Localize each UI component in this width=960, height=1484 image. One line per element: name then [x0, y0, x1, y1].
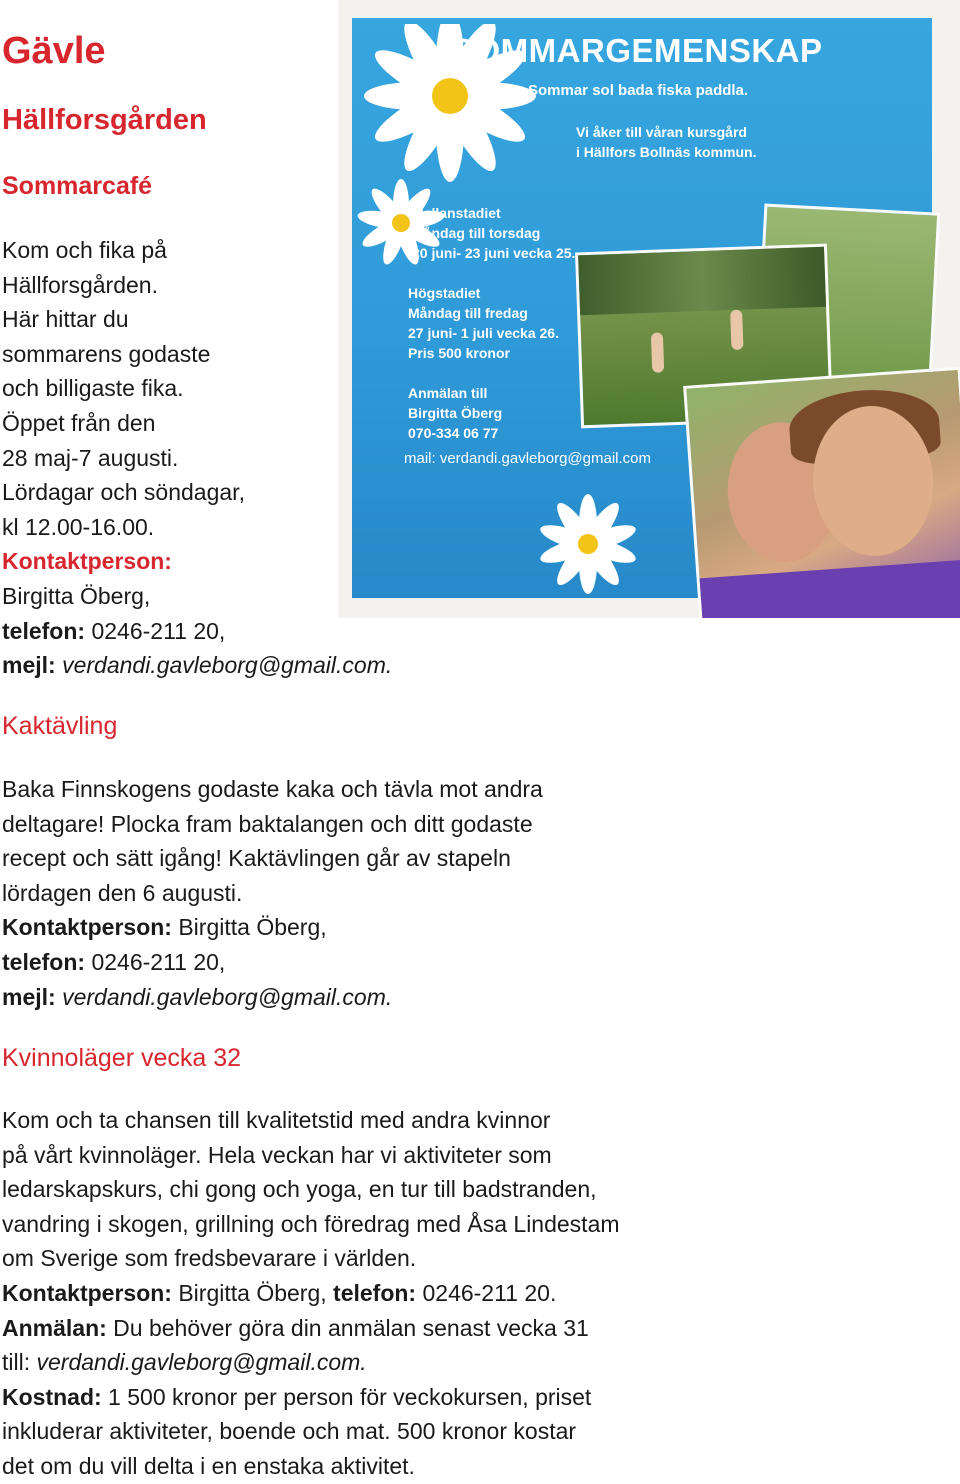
poster-line: 070-334 06 77	[408, 425, 499, 441]
poster-line: Måndag till torsdag	[412, 225, 541, 241]
poster-line: Pris 500 kronor	[408, 345, 510, 361]
phone-line	[2, 614, 472, 649]
text-line: det om du vill delta i en enstaka aktivitet.	[2, 1452, 415, 1479]
section-title-cake: Kaktävling	[2, 712, 118, 740]
city-heading: Gävle	[2, 30, 106, 72]
text-line: Lördagar och söndagar,	[2, 479, 245, 506]
cake-text	[2, 772, 642, 1014]
mail-link[interactable]: verdandi.gavleborg@gmail.com.	[55, 652, 393, 679]
cost-line	[2, 1380, 722, 1415]
phone-label: telefon:	[326, 1279, 417, 1306]
contact-name: Birgitta Öberg,	[171, 1279, 327, 1306]
poster-title: SOMMARGEMENSKAP	[452, 32, 823, 69]
text-line: Baka Finnskogens godaste kaka och tävla mot andra	[2, 776, 543, 802]
signup-mail-line	[2, 1345, 722, 1380]
poster-anmalan	[408, 383, 502, 443]
text-line: ledarskapskurs, chi gong och yoga, en tur till badstranden,	[2, 1176, 597, 1203]
poster-subtitle: Sommar sol bada fiska paddla.	[528, 82, 749, 99]
signup-line	[2, 1311, 722, 1346]
contact-name: Birgitta Öberg,	[171, 914, 327, 941]
signup-label: Anmälan:	[2, 1314, 107, 1341]
poster-face	[352, 18, 932, 598]
text-line: Hällforsgården.	[2, 271, 158, 298]
child-figure	[651, 332, 664, 372]
poster-mellanstadiet	[412, 203, 575, 263]
contact-line	[2, 1276, 722, 1311]
place-heading: Hällforsgården	[2, 104, 207, 136]
signup-to: till:	[2, 1349, 37, 1376]
contact-label: Kontaktperson:	[2, 914, 172, 941]
poster-line: Måndag till fredag	[408, 305, 528, 321]
phone-value: 0246-211 20,	[85, 948, 226, 975]
contact-label: Kontaktperson:	[2, 548, 172, 575]
text-line: om Sverige som fredsbevarare i världen.	[2, 1245, 417, 1272]
text-line: lördagen den 6 augusti.	[2, 879, 243, 906]
daisy-icon	[538, 494, 638, 594]
cost-label: Kostnad:	[2, 1383, 102, 1410]
contact-line	[2, 910, 642, 945]
mail-line	[2, 648, 472, 683]
text-line: recept och sätt igång! Kaktävlingen går av stapeln	[2, 845, 511, 872]
text-line: på vårt kvinnoläger. Hela veckan har vi aktiviteter som	[2, 1141, 552, 1168]
phone-label: telefon:	[2, 948, 86, 975]
mail-line	[2, 980, 642, 1015]
text-line: 28 maj-7 augusti.	[2, 444, 179, 471]
text-line: vandring i skogen, grillning och föredrag med Åsa Lindestam	[2, 1210, 620, 1237]
contact-name: Birgitta Öberg,	[2, 582, 151, 609]
text-line: kl 12.00-16.00.	[2, 513, 155, 540]
phone-label: telefon:	[2, 617, 86, 644]
phone-value: 0246-211 20,	[85, 617, 226, 644]
poster-line: Anmälan till	[408, 385, 488, 401]
poster-tagline	[576, 122, 756, 162]
trees	[578, 247, 826, 316]
phone-line	[2, 945, 642, 980]
text-line: Kom och ta chansen till kvalitetstid med andra kvinnor	[2, 1107, 551, 1133]
mail-link[interactable]: verdandi.gavleborg@gmail.com.	[36, 1349, 367, 1376]
child-figure	[730, 310, 743, 350]
text-line: Öppet från den	[2, 409, 156, 436]
mail-label: mejl:	[2, 652, 56, 679]
mail-label: mejl:	[2, 983, 56, 1010]
poster-line: Högstadiet	[408, 285, 481, 301]
text-line: Här hittar du	[2, 306, 129, 333]
mail-link[interactable]: verdandi.gavleborg@gmail.com.	[55, 983, 393, 1010]
poster-image	[338, 0, 960, 618]
signup-text: Du behöver göra din anmälan senast vecka 31	[106, 1314, 589, 1341]
text-line: inkluderar aktiviteter, boende och mat. 500 kronor kostar	[2, 1418, 577, 1445]
poster-mail: mail: verdandi.gavleborg@gmail.com	[404, 450, 652, 467]
text-line: sommarens godaste	[2, 340, 211, 367]
text-line: Kom och fika på	[2, 237, 167, 263]
section-title-women: Kvinnoläger vecka 32	[2, 1044, 242, 1072]
tagline-line: Vi åker till våran kursgård	[576, 124, 747, 140]
phone-value: 0246-211 20.	[416, 1279, 557, 1306]
contact-label: Kontaktperson:	[2, 1279, 172, 1306]
women-text	[2, 1103, 722, 1484]
text-line: deltagare! Plocka fram baktalangen och ditt godaste	[2, 810, 533, 837]
photo-painted-faces	[683, 367, 960, 618]
tagline-line: i Hällfors Bollnäs kommun.	[576, 144, 757, 160]
poster-line: 27 juni- 1 juli vecka 26.	[408, 325, 559, 341]
cost-text: 1 500 kronor per person för veckokursen, priset	[101, 1383, 592, 1410]
section-title-cafe: Sommarcafé	[2, 172, 153, 200]
poster-hogstadiet	[408, 283, 559, 363]
text-line: och billigaste fika.	[2, 375, 184, 402]
poster-line: Mellanstadiet	[412, 205, 501, 221]
poster-line: 20 juni- 23 juni vecka 25.	[412, 245, 576, 261]
poster-line: Birgitta Öberg	[408, 405, 503, 421]
shirt	[700, 559, 960, 618]
